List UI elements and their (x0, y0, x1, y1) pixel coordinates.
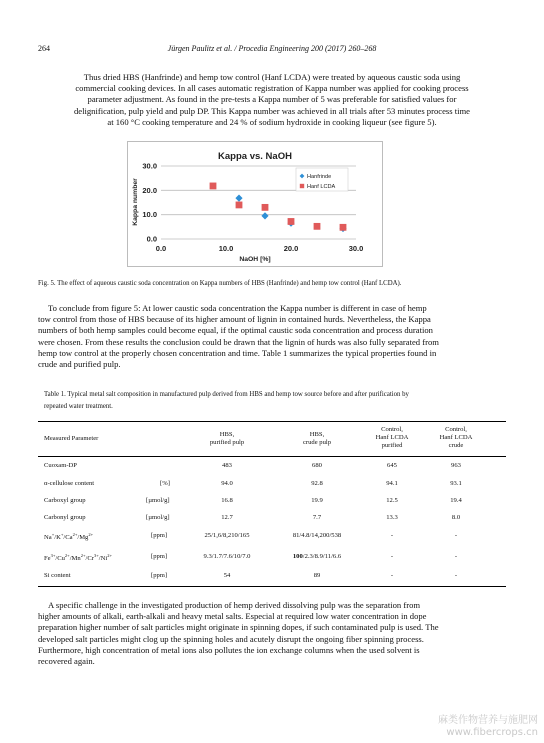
ion-symbol: /Mn (69, 555, 81, 563)
header-text: Control, (381, 426, 403, 433)
text-line: higher amounts of alkali, earth-alkali and heavy metal salts. Especial at required low water concentration in dope (38, 611, 427, 622)
cell-value: 81/4.8/14,200/538 (292, 532, 342, 539)
text-line: numbers of both hemp samples could become equal, if the optimal caustic soda concentration and process duration (38, 325, 433, 336)
cell-value: - (390, 553, 394, 560)
ion-charge: 3+ (93, 553, 99, 558)
text-line: delignification, pulp yield and pulp DP. This Kappa number was achieved in all trials after 53 minutes process time (73, 105, 471, 116)
ion-symbol: /K (54, 534, 61, 542)
row-param-cations (44, 532, 93, 541)
ion-charge: 2+ (88, 532, 94, 537)
table-bottom-rule (38, 586, 506, 587)
row-unit: [ppm] (151, 553, 168, 560)
data-point-hanf-lcda (340, 224, 347, 231)
y-tick-label: 10.0 (142, 210, 157, 220)
header-text: Hanf LCDA (439, 434, 473, 441)
cell-value: 19.9 (311, 497, 323, 504)
ion-symbol: Fe (44, 555, 51, 563)
data-point-hanfrinde (261, 212, 268, 219)
text-line: tow control from those of HBS because of its higher amount of lignin in contained hurds. Nevertheless, the Kappa (38, 314, 431, 325)
text-line: commercial cooking devices. In all cases automatic registration of Kappa number was applied for cooking process (75, 83, 469, 94)
header-text: Hanf LCDA (375, 434, 409, 441)
figure-caption: Fig. 5. The effect of aqueous caustic soda concentration on Kappa numbers of HBS (Hanfrinde) and hemp tow control (Hanf LCDA). (38, 280, 402, 287)
text-line: Furthermore, high concentration of metal ions also pollutes the ion exchange columns when the used solvent is (38, 644, 420, 655)
cell-value: - (454, 553, 458, 560)
ion-symbol: /Cr (85, 555, 94, 563)
text-line: recovered again. (38, 656, 95, 667)
row-unit: [ppm] (151, 572, 168, 579)
cell-value: 19.4 (450, 497, 462, 504)
row-unit: [µmol/g] (146, 497, 170, 504)
y-axis-label: Kappa number (132, 178, 139, 226)
y-tick-label: 0.0 (146, 234, 157, 244)
text-line: parameter adjustment. As found in the pre-tests a Kappa number of 5 was preferable for satisfied values for (87, 94, 457, 105)
cell-value: 12.7 (221, 514, 233, 521)
cell-value: 92.8 (311, 480, 323, 487)
col-header-parameter: Measured Parameter (44, 435, 99, 442)
table-header-rule (38, 456, 506, 457)
cell-value: 7.7 (312, 514, 322, 521)
data-point-hanf-lcda (288, 218, 295, 225)
chart-legend (296, 168, 348, 191)
cell-value: 94.0 (221, 480, 233, 487)
text-line: preparation higher number of salt particles might originate in spinning dopes, if such contaminated pulp is used. The (38, 622, 439, 633)
watermark-line: www.fibercrops.cn (446, 727, 538, 738)
row-param: Cuoxam-DP (44, 462, 77, 469)
ion-symbol: /Ni (98, 555, 108, 563)
cell-value: 89 (313, 572, 321, 579)
cell-value-bold: 100 (292, 553, 303, 560)
text-line: crude and purified pulp. (38, 359, 121, 370)
header-text: purified (381, 442, 403, 449)
data-point-hanf-lcda (236, 202, 243, 209)
cell-value: - (454, 572, 458, 579)
chart-title: Kappa vs. NaOH (218, 151, 292, 162)
header-text: crude (448, 442, 464, 449)
x-axis-label: NaOH [%] (239, 256, 271, 263)
text-line: Thus dried HBS (Hanfrinde) and hemp tow control (Hanf LCDA) were treated by aqueous caustic soda using (83, 72, 461, 82)
cell-value: 8.0 (451, 514, 461, 521)
col-header-hbs-crude (285, 431, 349, 447)
cell-value: 483 (222, 462, 232, 469)
header-text: HBS, (309, 431, 325, 438)
table-caption (44, 389, 504, 413)
paragraph-2 (38, 303, 506, 370)
cell-value: - (390, 532, 394, 539)
data-point-hanfrinde (235, 195, 242, 202)
table-caption-line: Table 1. Typical metal salt composition in manufactured pulp derived from HBS and hemp tow source before and after purification by (44, 391, 409, 398)
data-point-hanf-lcda (262, 204, 269, 211)
header-text: HBS, (219, 431, 235, 438)
x-tick-label: 20.0 (283, 244, 299, 253)
header-text: purified pulp (209, 439, 245, 446)
cell-value: 645 (387, 462, 397, 469)
cell-value-rest: /2.3/8.9/11/6.6 (302, 553, 342, 560)
text-line: To conclude from figure 5: At lower caustic soda concentration the Kappa number is different in case of hemp (48, 303, 427, 313)
cell-value: 94.1 (386, 480, 398, 487)
ion-charge: 2+ (72, 532, 78, 537)
row-param: Carboxyl group (44, 497, 86, 504)
legend-label: Hanf LCDA (307, 184, 336, 191)
page-number: 264 (38, 44, 50, 53)
col-header-hbs-purified (195, 431, 259, 447)
ion-charge: 2+ (107, 553, 112, 558)
data-point-hanf-lcda (210, 183, 217, 190)
text-line: hemp tow control at the properly chosen concentration and time. Table 1 summarizes the typical properties found in (38, 347, 437, 358)
ion-symbol: /Mg (77, 534, 89, 542)
cell-value: 9.3/1.7/7.6/10/7.0 (203, 553, 251, 560)
paragraph-1 (38, 72, 506, 128)
row-unit: [%] (160, 480, 170, 487)
cell-value (275, 553, 359, 560)
cell-value: 16.8 (221, 497, 233, 504)
header-text: Control, (445, 426, 467, 433)
ion-charge: 2+ (64, 553, 70, 558)
text-line: were chosen. From these results the conclusion could be drawn that the lignin of hurds was also fully separated from (38, 336, 439, 347)
row-unit: [µmol/g] (146, 514, 170, 521)
ion-charge: + (51, 532, 55, 537)
table-top-rule (38, 421, 506, 422)
row-param: Carbonyl group (44, 514, 86, 521)
paragraph-3 (38, 600, 506, 667)
data-point-hanf-lcda (314, 223, 321, 230)
cell-value: 13.3 (386, 514, 398, 521)
row-unit: [ppm] (151, 532, 168, 539)
col-header-control-purified (360, 426, 424, 450)
row-param: Si content (44, 572, 71, 579)
legend-marker (300, 184, 304, 188)
header-text: crude pulp (302, 439, 331, 446)
ion-charge: + (60, 532, 64, 537)
cell-value: 93.1 (450, 480, 462, 487)
cell-value: 963 (451, 462, 461, 469)
text-line: developed salt particles might clog up the spinning holes and acutely disrupt the ongoing fiber spinning process. (38, 633, 424, 644)
ion-charge: 2+ (80, 553, 86, 558)
ion-symbol: Na (44, 534, 52, 542)
x-tick-label: 10.0 (218, 244, 234, 253)
y-tick-label: 30.0 (142, 161, 157, 171)
ion-symbol: /Ca (63, 534, 73, 542)
legend-label: Hanfrinde (307, 174, 332, 181)
row-param-metals (44, 553, 112, 562)
y-tick-label: 20.0 (142, 185, 157, 195)
cell-value: - (390, 572, 394, 579)
table-caption-line: repeated water treatment. (44, 403, 113, 410)
cell-value: 25/1,6/8,210/165 (204, 532, 250, 539)
kappa-chart (127, 141, 383, 267)
x-tick-label: 0.0 (155, 244, 167, 253)
watermark (438, 715, 538, 739)
chart-svg (128, 142, 382, 266)
text-line: at 160 °C cooking temperature and 24 % of sodium hydroxide in cooking liqueur (see figure 5). (107, 116, 437, 127)
col-header-control-crude (424, 426, 488, 450)
cell-value: 680 (312, 462, 322, 469)
ion-symbol: /Cu (55, 555, 65, 563)
cell-value: - (454, 532, 458, 539)
cell-value: 54 (223, 572, 231, 579)
ion-charge: 3+ (50, 553, 56, 558)
running-title: Jürgen Paulitz et al. / Procedia Engineering 200 (2017) 260–268 (167, 44, 377, 53)
watermark-line: 麻类作物营养与施肥网 (438, 715, 538, 726)
row-param: α-cellulose content (44, 480, 95, 487)
cell-value: 12.5 (386, 497, 398, 504)
text-line: A specific challenge in the investigated production of hemp derived dissolving pulp was the separation from (48, 600, 421, 610)
x-tick-label: 30.0 (348, 244, 364, 253)
